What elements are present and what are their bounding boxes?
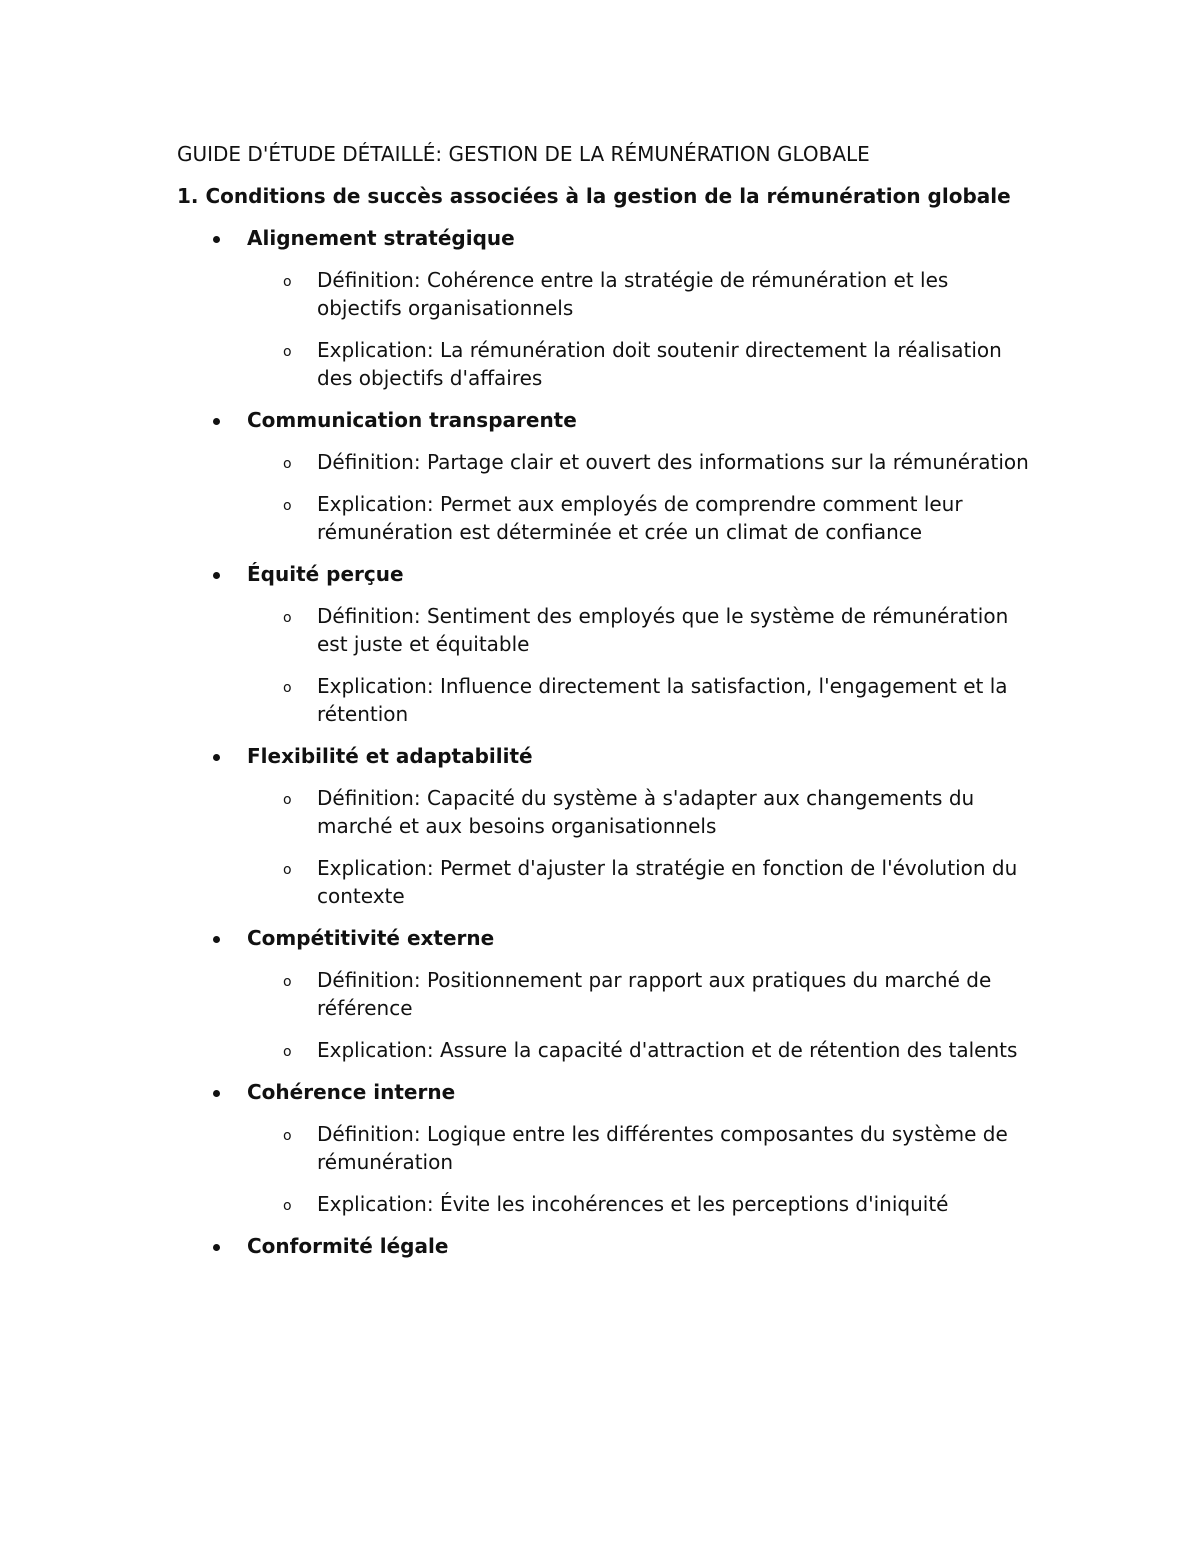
explanation-text: Explication: Permet aux employés de comprendre comment leur rémunération est déterminée et crée un climat de confiance bbox=[317, 492, 963, 544]
definition-text: Définition: Capacité du système à s'adapter aux changements du marché et aux besoins organisationnels bbox=[317, 786, 975, 838]
condition-title-text: Alignement stratégique bbox=[247, 226, 515, 250]
definition-text: Définition: Cohérence entre la stratégie de rémunération et les objectifs organisationnels bbox=[317, 268, 949, 320]
sub-bullet-icon: o bbox=[283, 680, 292, 696]
condition-item bbox=[177, 1078, 1037, 1218]
document-title: GUIDE D'ÉTUDE DÉTAILLÉ: GESTION DE LA RÉMUNÉRATION GLOBALE bbox=[177, 142, 870, 166]
section-heading: 1. Conditions de succès associées à la gestion de la rémunération globale bbox=[177, 184, 1011, 208]
explanation-item bbox=[177, 336, 1037, 392]
explanation-item bbox=[177, 490, 1037, 546]
sub-bullet-icon: o bbox=[283, 610, 292, 626]
bullet-icon bbox=[213, 1244, 220, 1251]
definition-text: Définition: Logique entre les différentes composantes du système de rémunération bbox=[317, 1122, 1008, 1174]
definition-item bbox=[177, 784, 1037, 840]
explanation-text: Explication: La rémunération doit soutenir directement la réalisation des objectifs d'affaires bbox=[317, 338, 1002, 390]
sub-bullet-icon: o bbox=[283, 274, 292, 290]
bullet-icon bbox=[213, 754, 220, 761]
definition-item bbox=[177, 448, 1037, 476]
sub-bullet-icon: o bbox=[283, 498, 292, 514]
explanation-text: Explication: Permet d'ajuster la stratégie en fonction de l'évolution du contexte bbox=[317, 856, 1018, 908]
sub-bullet-icon: o bbox=[283, 344, 292, 360]
condition-title bbox=[177, 560, 1037, 588]
condition-item bbox=[177, 224, 1037, 392]
document-page bbox=[177, 140, 1037, 1274]
definition-text: Définition: Positionnement par rapport aux pratiques du marché de référence bbox=[317, 968, 992, 1020]
condition-title bbox=[177, 742, 1037, 770]
explanation-text: Explication: Assure la capacité d'attraction et de rétention des talents bbox=[317, 1038, 1018, 1062]
explanation-item bbox=[177, 1036, 1037, 1064]
condition-title bbox=[177, 224, 1037, 252]
definition-item bbox=[177, 266, 1037, 322]
condition-item bbox=[177, 1232, 1037, 1260]
explanation-text: Explication: Influence directement la satisfaction, l'engagement et la rétention bbox=[317, 674, 1008, 726]
conditions-list bbox=[177, 224, 1037, 1260]
condition-title-text: Équité perçue bbox=[247, 562, 404, 586]
condition-item bbox=[177, 406, 1037, 546]
condition-title-text: Flexibilité et adaptabilité bbox=[247, 744, 533, 768]
sub-bullet-icon: o bbox=[283, 862, 292, 878]
condition-title-text: Cohérence interne bbox=[247, 1080, 456, 1104]
condition-title-text: Communication transparente bbox=[247, 408, 577, 432]
definition-item bbox=[177, 1120, 1037, 1176]
definition-text: Définition: Partage clair et ouvert des informations sur la rémunération bbox=[317, 450, 1029, 474]
explanation-item bbox=[177, 672, 1037, 728]
sub-bullet-icon: o bbox=[283, 456, 292, 472]
definition-item bbox=[177, 966, 1037, 1022]
condition-item bbox=[177, 742, 1037, 910]
condition-title bbox=[177, 924, 1037, 952]
condition-item bbox=[177, 560, 1037, 728]
definition-item bbox=[177, 602, 1037, 658]
sub-bullet-icon: o bbox=[283, 1044, 292, 1060]
bullet-icon bbox=[213, 572, 220, 579]
condition-title bbox=[177, 1232, 1037, 1260]
bullet-icon bbox=[213, 936, 220, 943]
explanation-text: Explication: Évite les incohérences et les perceptions d'iniquité bbox=[317, 1192, 949, 1216]
sub-bullet-icon: o bbox=[283, 974, 292, 990]
definition-text: Définition: Sentiment des employés que le système de rémunération est juste et équitable bbox=[317, 604, 1009, 656]
bullet-icon bbox=[213, 236, 220, 243]
explanation-item bbox=[177, 854, 1037, 910]
condition-title bbox=[177, 406, 1037, 434]
condition-title-text: Conformité légale bbox=[247, 1234, 449, 1258]
sub-bullet-icon: o bbox=[283, 1128, 292, 1144]
bullet-icon bbox=[213, 418, 220, 425]
sub-bullet-icon: o bbox=[283, 1198, 292, 1214]
condition-title-text: Compétitivité externe bbox=[247, 926, 495, 950]
explanation-item bbox=[177, 1190, 1037, 1218]
condition-title bbox=[177, 1078, 1037, 1106]
bullet-icon bbox=[213, 1090, 220, 1097]
condition-item bbox=[177, 924, 1037, 1064]
sub-bullet-icon: o bbox=[283, 792, 292, 808]
